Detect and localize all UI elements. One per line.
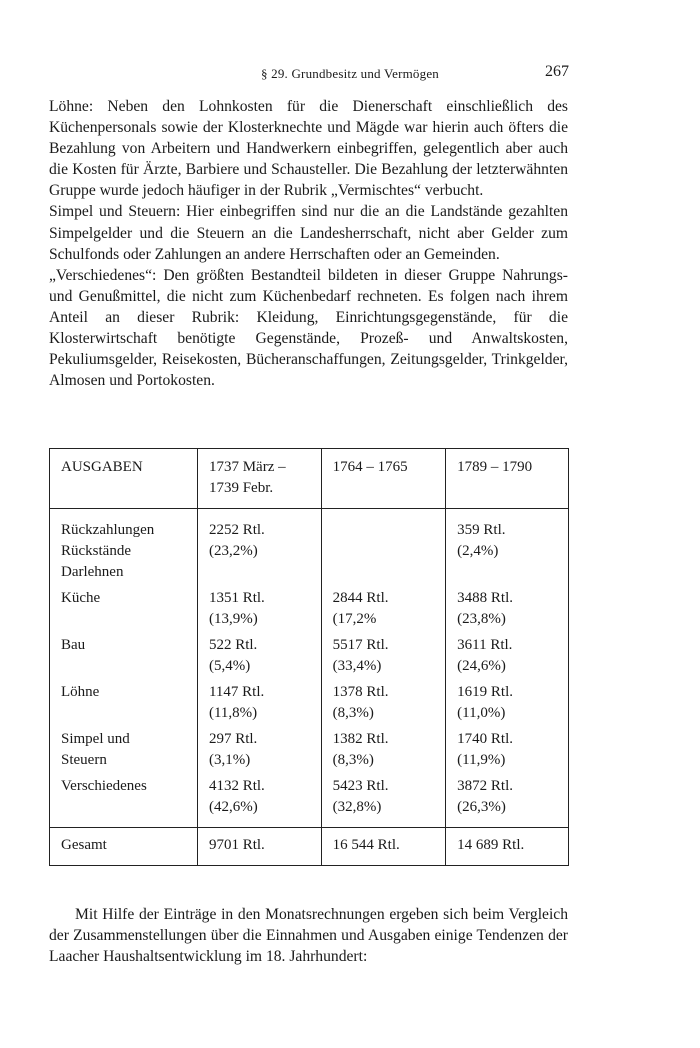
row-label: Bau bbox=[50, 632, 198, 679]
table-cell: 1382 Rtl. (8,3%) bbox=[321, 726, 446, 773]
table-cell: 522 Rtl. (5,4%) bbox=[197, 632, 321, 679]
table-cell: 1619 Rtl. (11,0%) bbox=[446, 679, 569, 726]
table-row bbox=[50, 509, 569, 586]
body-text bbox=[49, 96, 568, 391]
header-period-1789: 1789 – 1790 bbox=[446, 449, 569, 509]
running-title: § 29. Grundbesitz und Vermögen bbox=[261, 66, 439, 81]
table-cell bbox=[321, 509, 446, 586]
header-period-1737: 1737 März – 1739 Febr. bbox=[197, 449, 321, 509]
table-cell: 3611 Rtl. (24,6%) bbox=[446, 632, 569, 679]
table-cell: 1351 Rtl. (13,9%) bbox=[197, 585, 321, 632]
table-row bbox=[50, 632, 569, 679]
expenditure-table bbox=[49, 448, 569, 866]
table-cell: 4132 Rtl. (42,6%) bbox=[197, 773, 321, 828]
table-row bbox=[50, 679, 569, 726]
table-cell: 1378 Rtl. (8,3%) bbox=[321, 679, 446, 726]
closing-paragraph: Mit Hilfe der Einträge in den Monatsrechnungen ergeben sich beim Vergleich der Zusammenstellungen über die Einnahmen und Ausgaben einige Tendenzen der Laacher Haushaltsentwicklung im 18. Jahrhundert: bbox=[49, 905, 568, 965]
table-row bbox=[50, 726, 569, 773]
table-cell: 5517 Rtl. (33,4%) bbox=[321, 632, 446, 679]
table-cell: 359 Rtl. (2,4%) bbox=[446, 509, 569, 586]
table-total-row bbox=[50, 828, 569, 866]
row-label: Löhne bbox=[50, 679, 198, 726]
table-cell: 1147 Rtl. (11,8%) bbox=[197, 679, 321, 726]
total-cell: 16 544 Rtl. bbox=[321, 828, 446, 866]
table-cell: 297 Rtl. (3,1%) bbox=[197, 726, 321, 773]
table-cell: 2844 Rtl. (17,2% bbox=[321, 585, 446, 632]
page-number: 267 bbox=[545, 63, 569, 80]
table-cell: 3872 Rtl. (26,3%) bbox=[446, 773, 569, 828]
row-label: Verschiedenes bbox=[50, 773, 198, 828]
table-row bbox=[50, 773, 569, 828]
paragraph-verschiedenes: „Verschiedenes“: Den größten Bestandteil bildeten in dieser Gruppe Nahrungs- und Genußmittel, die nicht zum Küchenbedarf rechneten. Es folgen nach ihrem Anteil an dieser Rubrik: Kleidung, Einrichtungsgegenstände, für die Klosterwirtschaft benötigte Gegenstände, Prozeß- und Anwaltskosten, Pekuliumsgelder, Reisekosten, Bücheranschaffungen, Zeitungsgelder, Trinkgelder, Almosen und Portokosten. bbox=[49, 266, 568, 390]
row-label: Küche bbox=[50, 585, 198, 632]
running-head bbox=[0, 63, 700, 86]
total-cell: 14 689 Rtl. bbox=[446, 828, 569, 866]
table-cell: 5423 Rtl. (32,8%) bbox=[321, 773, 446, 828]
total-cell: 9701 Rtl. bbox=[197, 828, 321, 866]
table-cell: 2252 Rtl. (23,2%) bbox=[197, 509, 321, 586]
table-header-row bbox=[50, 449, 569, 509]
paragraph-loehne: Löhne: Neben den Lohnkosten für die Dienerschaft einschließlich des Küchenpersonals sowie der Klosterknechte und Mägde war hierin auch öfters die Bezahlung von Arbeitern und Handwerkern einbegriffen, gelegentlich aber auch die Kosten für Ärzte, Barbiere und Schausteller. Die Bezahlung der letzterwähnten Gruppe wurde jedoch häufiger in der Rubrik „Vermischtes“ verbucht. bbox=[49, 98, 568, 200]
header-ausgaben: AUSGABEN bbox=[50, 449, 198, 509]
table-cell: 1740 Rtl. (11,9%) bbox=[446, 726, 569, 773]
header-period-1764: 1764 – 1765 bbox=[321, 449, 446, 509]
table-row bbox=[50, 585, 569, 632]
table-cell: 3488 Rtl. (23,8%) bbox=[446, 585, 569, 632]
total-label: Gesamt bbox=[50, 828, 198, 866]
row-label: Rückzahlungen Rückstände Darlehnen bbox=[50, 509, 198, 586]
paragraph-simpel-steuern: Simpel und Steuern: Hier einbegriffen sind nur die an die Landstände gezahlten Simpelgelder und die Steuern an die Landesherrschaft, nicht aber Gelder zum Schulfonds oder Zahlungen an andere Herrschaften oder an Gemeinden. bbox=[49, 203, 568, 263]
row-label: Simpel und Steuern bbox=[50, 726, 198, 773]
